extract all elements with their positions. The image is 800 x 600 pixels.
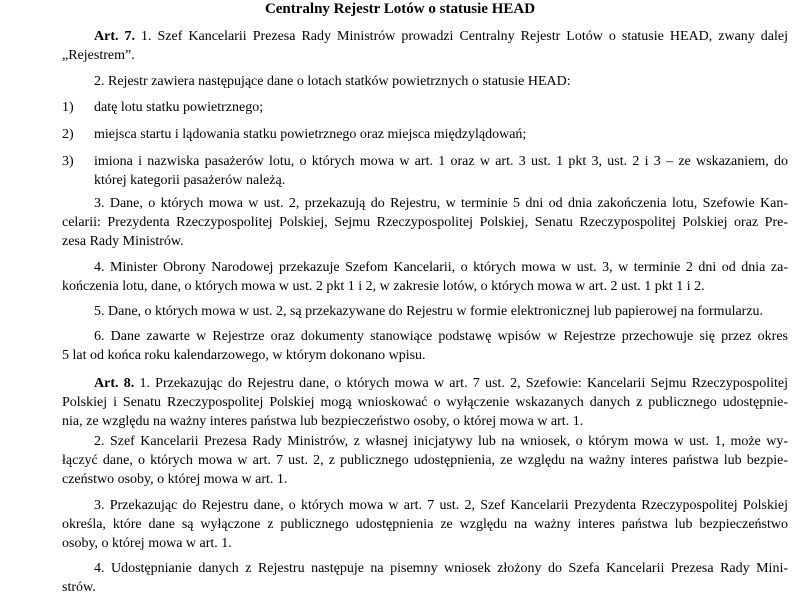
- art7-p6-line-1: 6. Dane zawarte w Rejestrze oraz dokumenty stanowiące podstawę wpisów w Rejestrze przechowuje się przez okres: [94, 329, 788, 344]
- art8-p3-line-3: osoby, o której mowa w art. 1.: [62, 536, 232, 551]
- art7-p5-line-1: 5. Dane, o których mowa w ust. 2, są przekazywane do Rejestru w formie elektronicznej lub papierowej na formularzu.: [94, 304, 764, 319]
- document-title: Centralny Rejestr Lotów o statusie HEAD: [264, 1, 536, 17]
- art7-p3-line-3: zesa Rady Ministrów.: [62, 234, 184, 249]
- art7-paragraph-5: [62, 302, 788, 321]
- art8-p1-line-1: 1. Przekazując do Rejestru dane, o których mowa w art. 7 ust. 2, Szefowie: Kancelarii Sejmu Rzeczypospolitej: [139, 376, 788, 391]
- art8-p3-line-1: 3. Przekazując do Rejestru dane, o których mowa w art. 7 ust. 2, Szef Kancelarii Prezydenta Rzeczypospolitej Polskiej: [94, 498, 788, 513]
- list-item-number: 1): [62, 100, 74, 115]
- art7-paragraph-6: [62, 327, 788, 365]
- art7-paragraph-1: [62, 27, 788, 65]
- art8-paragraph-3: [62, 496, 788, 553]
- art7-label: Art. 7.: [94, 29, 135, 44]
- art7-paragraph-2: 2. Rejestr zawiera następujące dane o lotach statków powietrznych o statusie HEAD:: [94, 74, 571, 89]
- art8-p2-line-1: 2. Szef Kancelarii Prezesa Rady Ministrów, z własnej inicjatywy lub na wniosek, o którym mowa w ust. 1, może wy-: [94, 434, 788, 449]
- art8-p4-line-1: 4. Udostępnianie danych z Rejestru następuje na pisemny wniosek złożony do Szefa Kancelarii Prezesa Rady Mini-: [94, 561, 788, 576]
- art7-p6-line-2: 5 lat od końca roku kalendarzowego, w którym dokonano wpisu.: [62, 348, 426, 363]
- art7-p4-line-2: kończenia lotu, dane, o których mowa w ust. 2 pkt 1 i 2, w zakresie lotów, o których mowa w art. 2 ust. 1 pkt 1 i 2.: [62, 279, 705, 294]
- art8-paragraph-2: [62, 432, 788, 489]
- art7-p1-line-1: 1. Szef Kancelarii Prezesa Rady Ministrów prowadzi Centralny Rejestr Lotów o statusie HEAD, zwany dalej: [141, 29, 788, 44]
- art8-paragraph-4: [62, 559, 788, 597]
- art7-paragraph-3: [62, 194, 788, 251]
- art7-paragraph-4: [62, 258, 788, 296]
- art8-p2-line-2: łączyć dane, o których mowa w art. 7 ust. 2, z publicznego udostępnienia, ze względu na ważny interes państwa lub bezpie-: [62, 453, 788, 468]
- art8-p1-line-3: nia, ze względu na ważny interes państwa lub bezpieczeństwo osoby, o której mowa w art. 1.: [62, 414, 584, 429]
- art8-paragraph-1: [62, 374, 788, 431]
- art7-p1-line-2: „Rejestrem”.: [62, 48, 135, 63]
- list-item-text: [94, 152, 788, 190]
- art8-p3-line-2: określa, które dane są wyłączone z publicznego udostępnienia ze względu na ważny interes państwa lub bezpieczeństwo: [62, 517, 788, 532]
- art8-label: Art. 8.: [94, 376, 135, 391]
- art8-p4-line-2: strów.: [62, 580, 96, 595]
- list-item-number: 2): [62, 127, 74, 142]
- list-item-text: datę lotu statku powietrznego;: [94, 100, 264, 115]
- list-item-text: miejsca startu i lądowania statku powietrznego oraz miejsca międzylądowań;: [94, 127, 527, 142]
- list-item-line: której kategorii pasażerów należą.: [94, 173, 286, 188]
- art7-p4-line-1: 4. Minister Obrony Narodowej przekazuje Szefom Kancelarii, o których mowa w ust. 3, w terminie 2 dni od dnia za-: [94, 260, 788, 275]
- list-item-line: imiona i nazwiska pasażerów lotu, o których mowa w art. 1 oraz w art. 3 ust. 1 pkt 3, ust. 2 i 3 – ze wskazaniem, do: [94, 154, 788, 169]
- art7-p3-line-2: celarii: Prezydenta Rzeczypospolitej Polskiej, Sejmu Rzeczypospolitej Polskiej, Senatu Rzeczypospolitej Polskiej oraz Pre-: [62, 215, 788, 230]
- art7-p3-line-1: 3. Dane, o których mowa w ust. 2, przekazują do Rejestru, w terminie 5 dni od dnia zakończenia lotu, Szefowie Kan-: [94, 196, 788, 211]
- art8-p1-line-2: Polskiej i Senatu Rzeczypospolitej Polskiej mogą wnioskować o wyłączenie wskazanych danych z publicznego udostępnie-: [62, 395, 788, 410]
- art8-p2-line-3: czeństwo osoby, o której mowa w art. 1.: [62, 472, 288, 487]
- list-item-number: 3): [62, 154, 74, 169]
